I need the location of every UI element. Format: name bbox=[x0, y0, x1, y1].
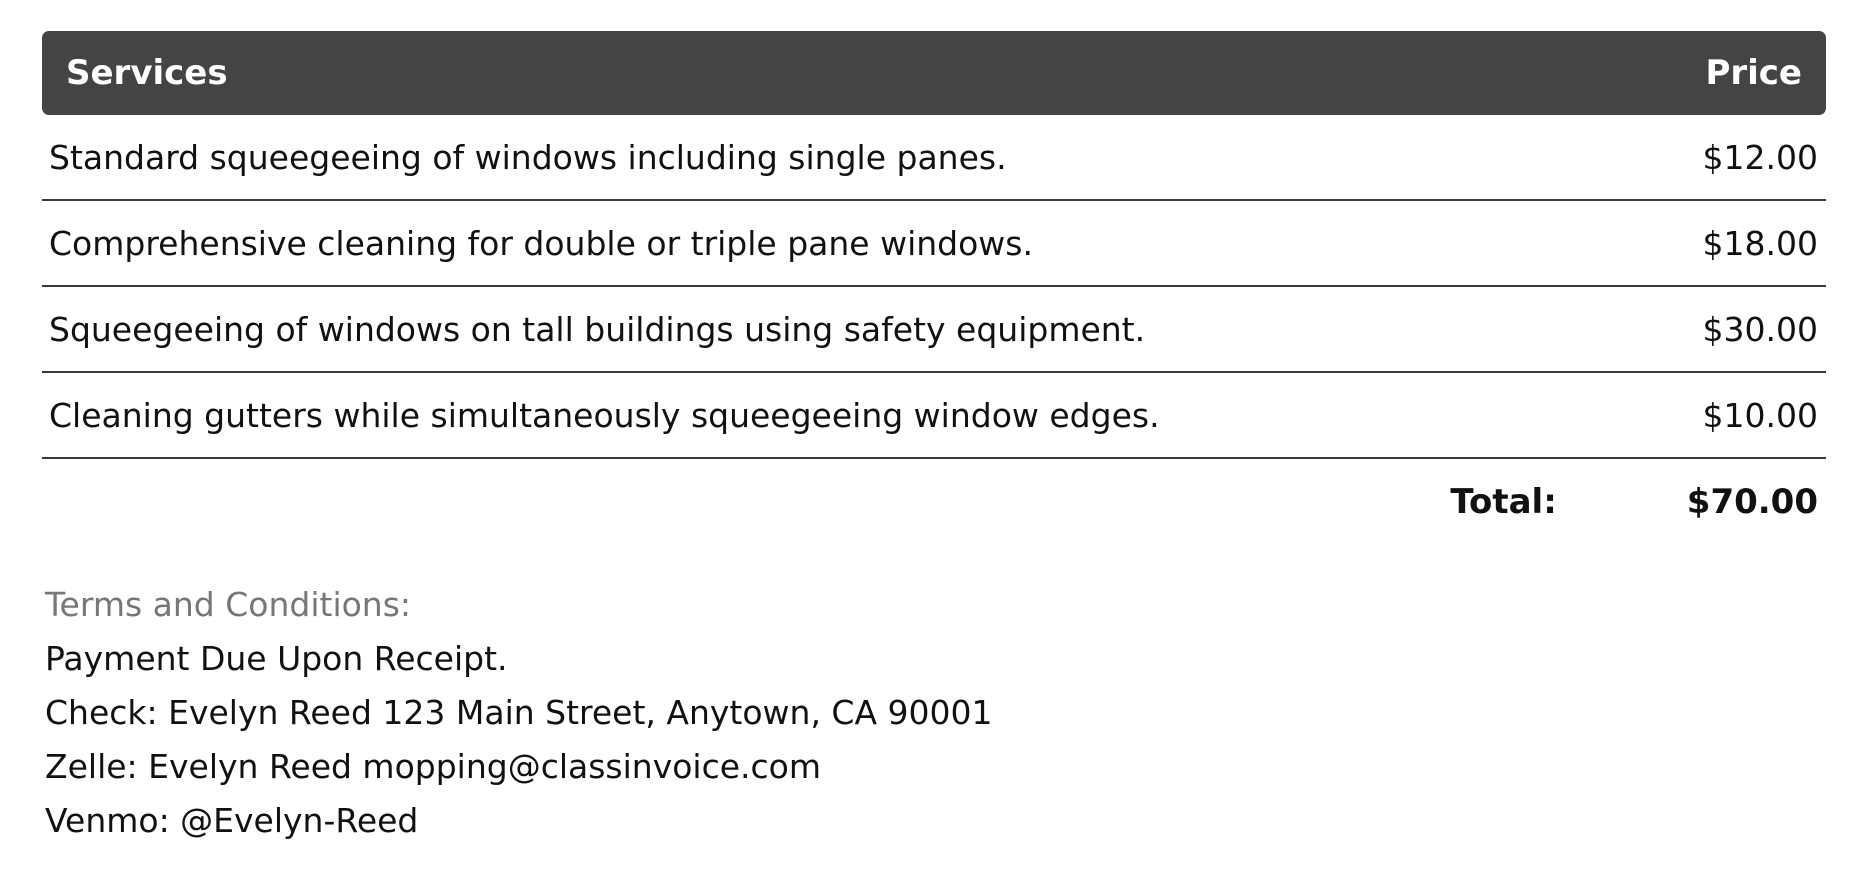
price-column-header: Price bbox=[1705, 53, 1802, 93]
terms-section bbox=[45, 578, 1445, 848]
payment-due-line: Payment Due Upon Receipt. bbox=[45, 639, 508, 678]
table-row bbox=[42, 373, 1826, 459]
venmo-payment-line: Venmo: @Evelyn-Reed bbox=[45, 801, 419, 840]
service-description: Cleaning gutters while simultaneously squeegeeing window edges. bbox=[49, 395, 1160, 435]
zelle-payment-line: Zelle: Evelyn Reed mopping@classinvoice.com bbox=[45, 747, 821, 786]
terms-title: Terms and Conditions: bbox=[45, 585, 412, 624]
service-description: Standard squeegeeing of windows including single panes. bbox=[49, 137, 1007, 177]
service-price: $30.00 bbox=[1702, 309, 1818, 349]
service-price: $10.00 bbox=[1702, 395, 1818, 435]
total-label: Total: bbox=[1450, 482, 1557, 522]
table-body bbox=[42, 115, 1826, 459]
service-description: Squeegeeing of windows on tall buildings using safety equipment. bbox=[49, 309, 1146, 349]
table-row bbox=[42, 201, 1826, 287]
services-table bbox=[42, 31, 1826, 545]
service-description: Comprehensive cleaning for double or triple pane windows. bbox=[49, 223, 1033, 263]
table-row bbox=[42, 115, 1826, 201]
total-row bbox=[42, 459, 1826, 545]
table-row bbox=[42, 287, 1826, 373]
service-price: $18.00 bbox=[1702, 223, 1818, 263]
check-payment-line: Check: Evelyn Reed 123 Main Street, Anytown, CA 90001 bbox=[45, 693, 993, 732]
table-header bbox=[42, 31, 1826, 115]
total-value: $70.00 bbox=[1686, 482, 1818, 522]
services-column-header: Services bbox=[66, 53, 228, 93]
service-price: $12.00 bbox=[1702, 137, 1818, 177]
